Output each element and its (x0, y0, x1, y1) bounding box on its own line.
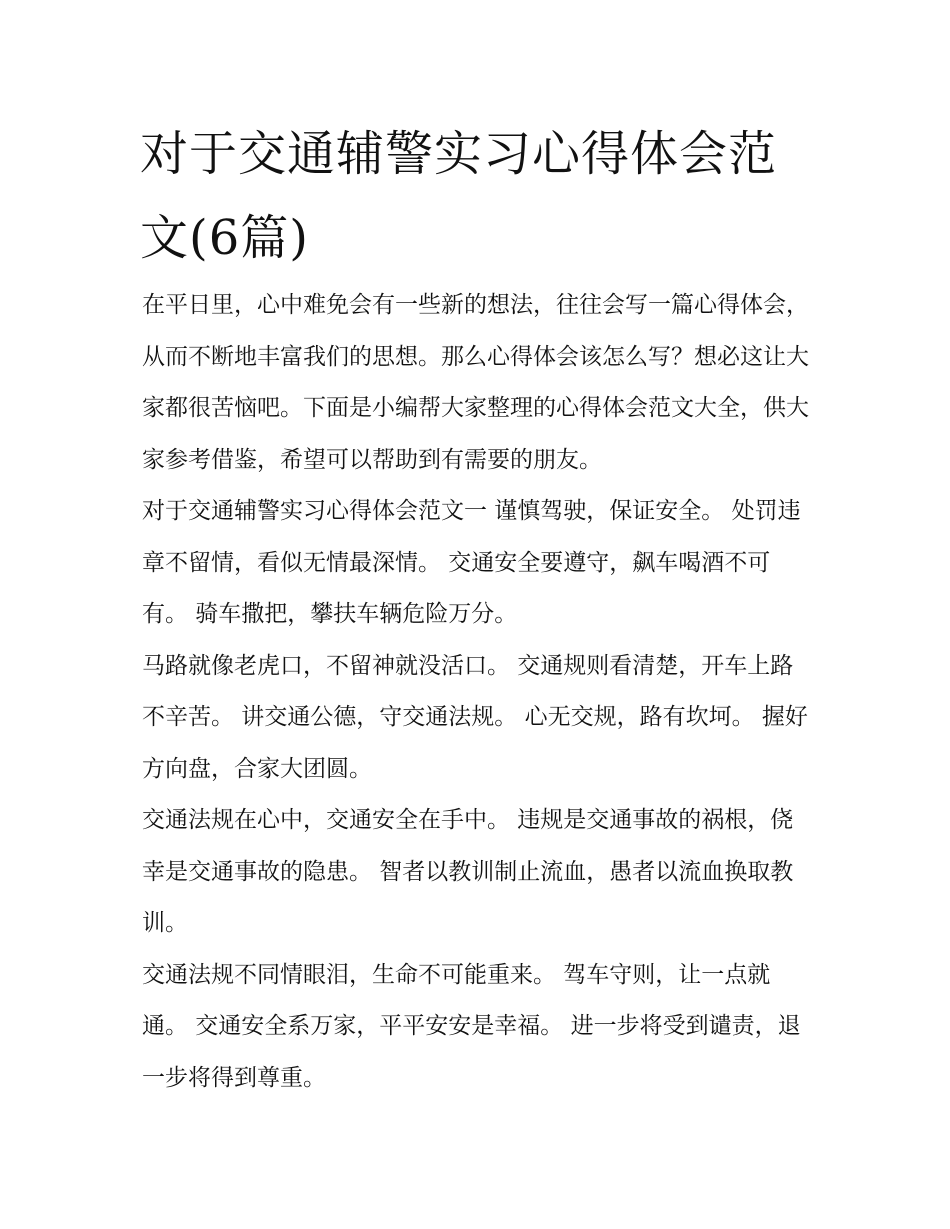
document-body (142, 280, 814, 1104)
page-title: 对于交通辅警实习心得体会范文(6篇) (140, 126, 778, 266)
paragraph-2: 马路就像老虎口，不留神就没活口。 交通规则看清楚，开车上路不辛苦。 讲交通公德，守交通法规。 心无交规，路有坎坷。 握好方向盘，合家大团圆。 (142, 652, 808, 782)
paragraph-3: 交通法规在心中，交通安全在手中。 违规是交通事故的祸根，侥幸是交通事故的隐患。 智者以教训制止流血，愚者以流血换取教训。 (142, 807, 794, 936)
paragraph-1: 对于交通辅警实习心得体会范文一 谨慎驾驶，保证安全。 处罚违章不留情，看似无情最深情。 交通安全要遵守，飙车喝酒不可有。 骑车撒把，攀扶车辆危险万分。 (142, 498, 801, 627)
paragraph-4: 交通法规不同情眼泪，生命不可能重来。 驾车守则，让一点就通。 交通安全系万家，平平安安是幸福。 进一步将受到谴责，退一步将得到尊重。 (142, 961, 801, 1091)
paragraph-intro: 在平日里，心中难免会有一些新的想法，往往会写一篇心得体会，从而不断地丰富我们的思想。那么心得体会该怎么写？想必这让大家都很苦恼吧。下面是小编帮大家整理的心得体会范文大全，供大家参考借鉴，希望可以帮助到有需要的朋友。 (142, 292, 809, 473)
